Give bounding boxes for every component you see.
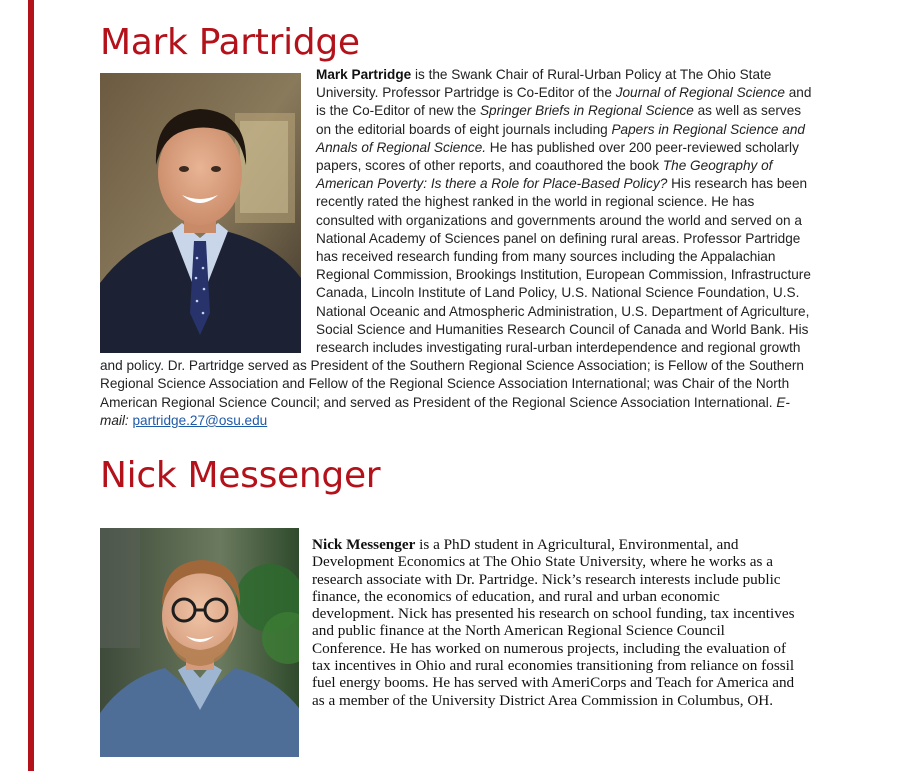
bio-italic-title: Journal of Regional Science — [615, 85, 785, 101]
bio-text: and is the Co-Editor of new the — [316, 85, 812, 119]
bio-lead-name: Mark Partridge — [316, 67, 412, 82]
person-name-heading: Mark Partridge — [100, 22, 360, 63]
bio-text-mark — [100, 66, 812, 430]
photo-wrap-spacer — [100, 66, 316, 354]
bio-italic-title: The Geography of American Poverty: Is there a Role for Place-Based Policy? — [316, 158, 773, 192]
portrait-photo-nick — [100, 528, 299, 757]
bio-italic-title: Papers in Regional Science and Annals of Regional Science. — [316, 121, 805, 155]
person-name-heading: Nick Messenger — [100, 455, 381, 496]
bio-text: is a PhD student in Agricultural, Environmental, and Development Economics at The Ohio State University, where he works as a research associate with Dr. Partridge. Nick’s research interests include public finance, the economics of education, and rural and urban economic development. Nick has presented his research on school funding, tax incentives and public finance at the North American Regional Science Council Conference. He has worked on numerous projects, including the evaluation of tax incentives in Ohio and rural economies transitioning from reliance on fossil fuel energy booms. He has served with AmeriCorps and Teach for America and as a member of the University District Area Commission in Columbus, OH. — [312, 536, 795, 709]
bio-text: He has published over 200 peer-reviewed scholarly papers, scores of other reports, and coauthored the book — [316, 139, 799, 174]
bio-text-nick — [312, 536, 800, 709]
email-link[interactable]: partridge.27@osu.edu — [132, 412, 268, 428]
bio-text: as well as serves on the editorial boards of eight journals including — [316, 103, 802, 137]
bio-text: His research has been recently rated the highest ranked in the world in regional science. He has consulted with organizations and governments around the world and served on a National Academy of Sciences panel on defining rural areas. Professor Partridge has received research funding from many sources including the Appalachian Regional Commission, Brookings Institution, European Commission, Infrastructure Canada, Lincoln Institute of Land Policy, U.S. National Science Foundation, U.S. National Oceanic and Atmospheric Administration, U.S. Department of Agriculture, Social Science and Humanities Research Council of Canada and World Bank. His research includes investigating rural-urban — [316, 176, 811, 356]
bio-text: is the Swank Chair of Rural-Urban Policy at The Ohio State University. Professor Partridge is Co-Editor of the — [316, 67, 772, 101]
bio-lead-name: Nick Messenger — [312, 536, 416, 553]
left-accent-rule — [28, 0, 34, 771]
email-label: E-mail: — [100, 394, 790, 428]
bio-text: interdependence and regional growth and policy. Dr. Partridge served as President of the Southern Regional Science Association; is Fellow of the Southern Regional Science Association and Fellow of the Regional Science Association International; was Chair of the North American Regional Science Council; and served as President of the Regional Science Association International. — [100, 340, 804, 410]
bio-italic-title: Springer Briefs in Regional Science — [479, 103, 694, 119]
